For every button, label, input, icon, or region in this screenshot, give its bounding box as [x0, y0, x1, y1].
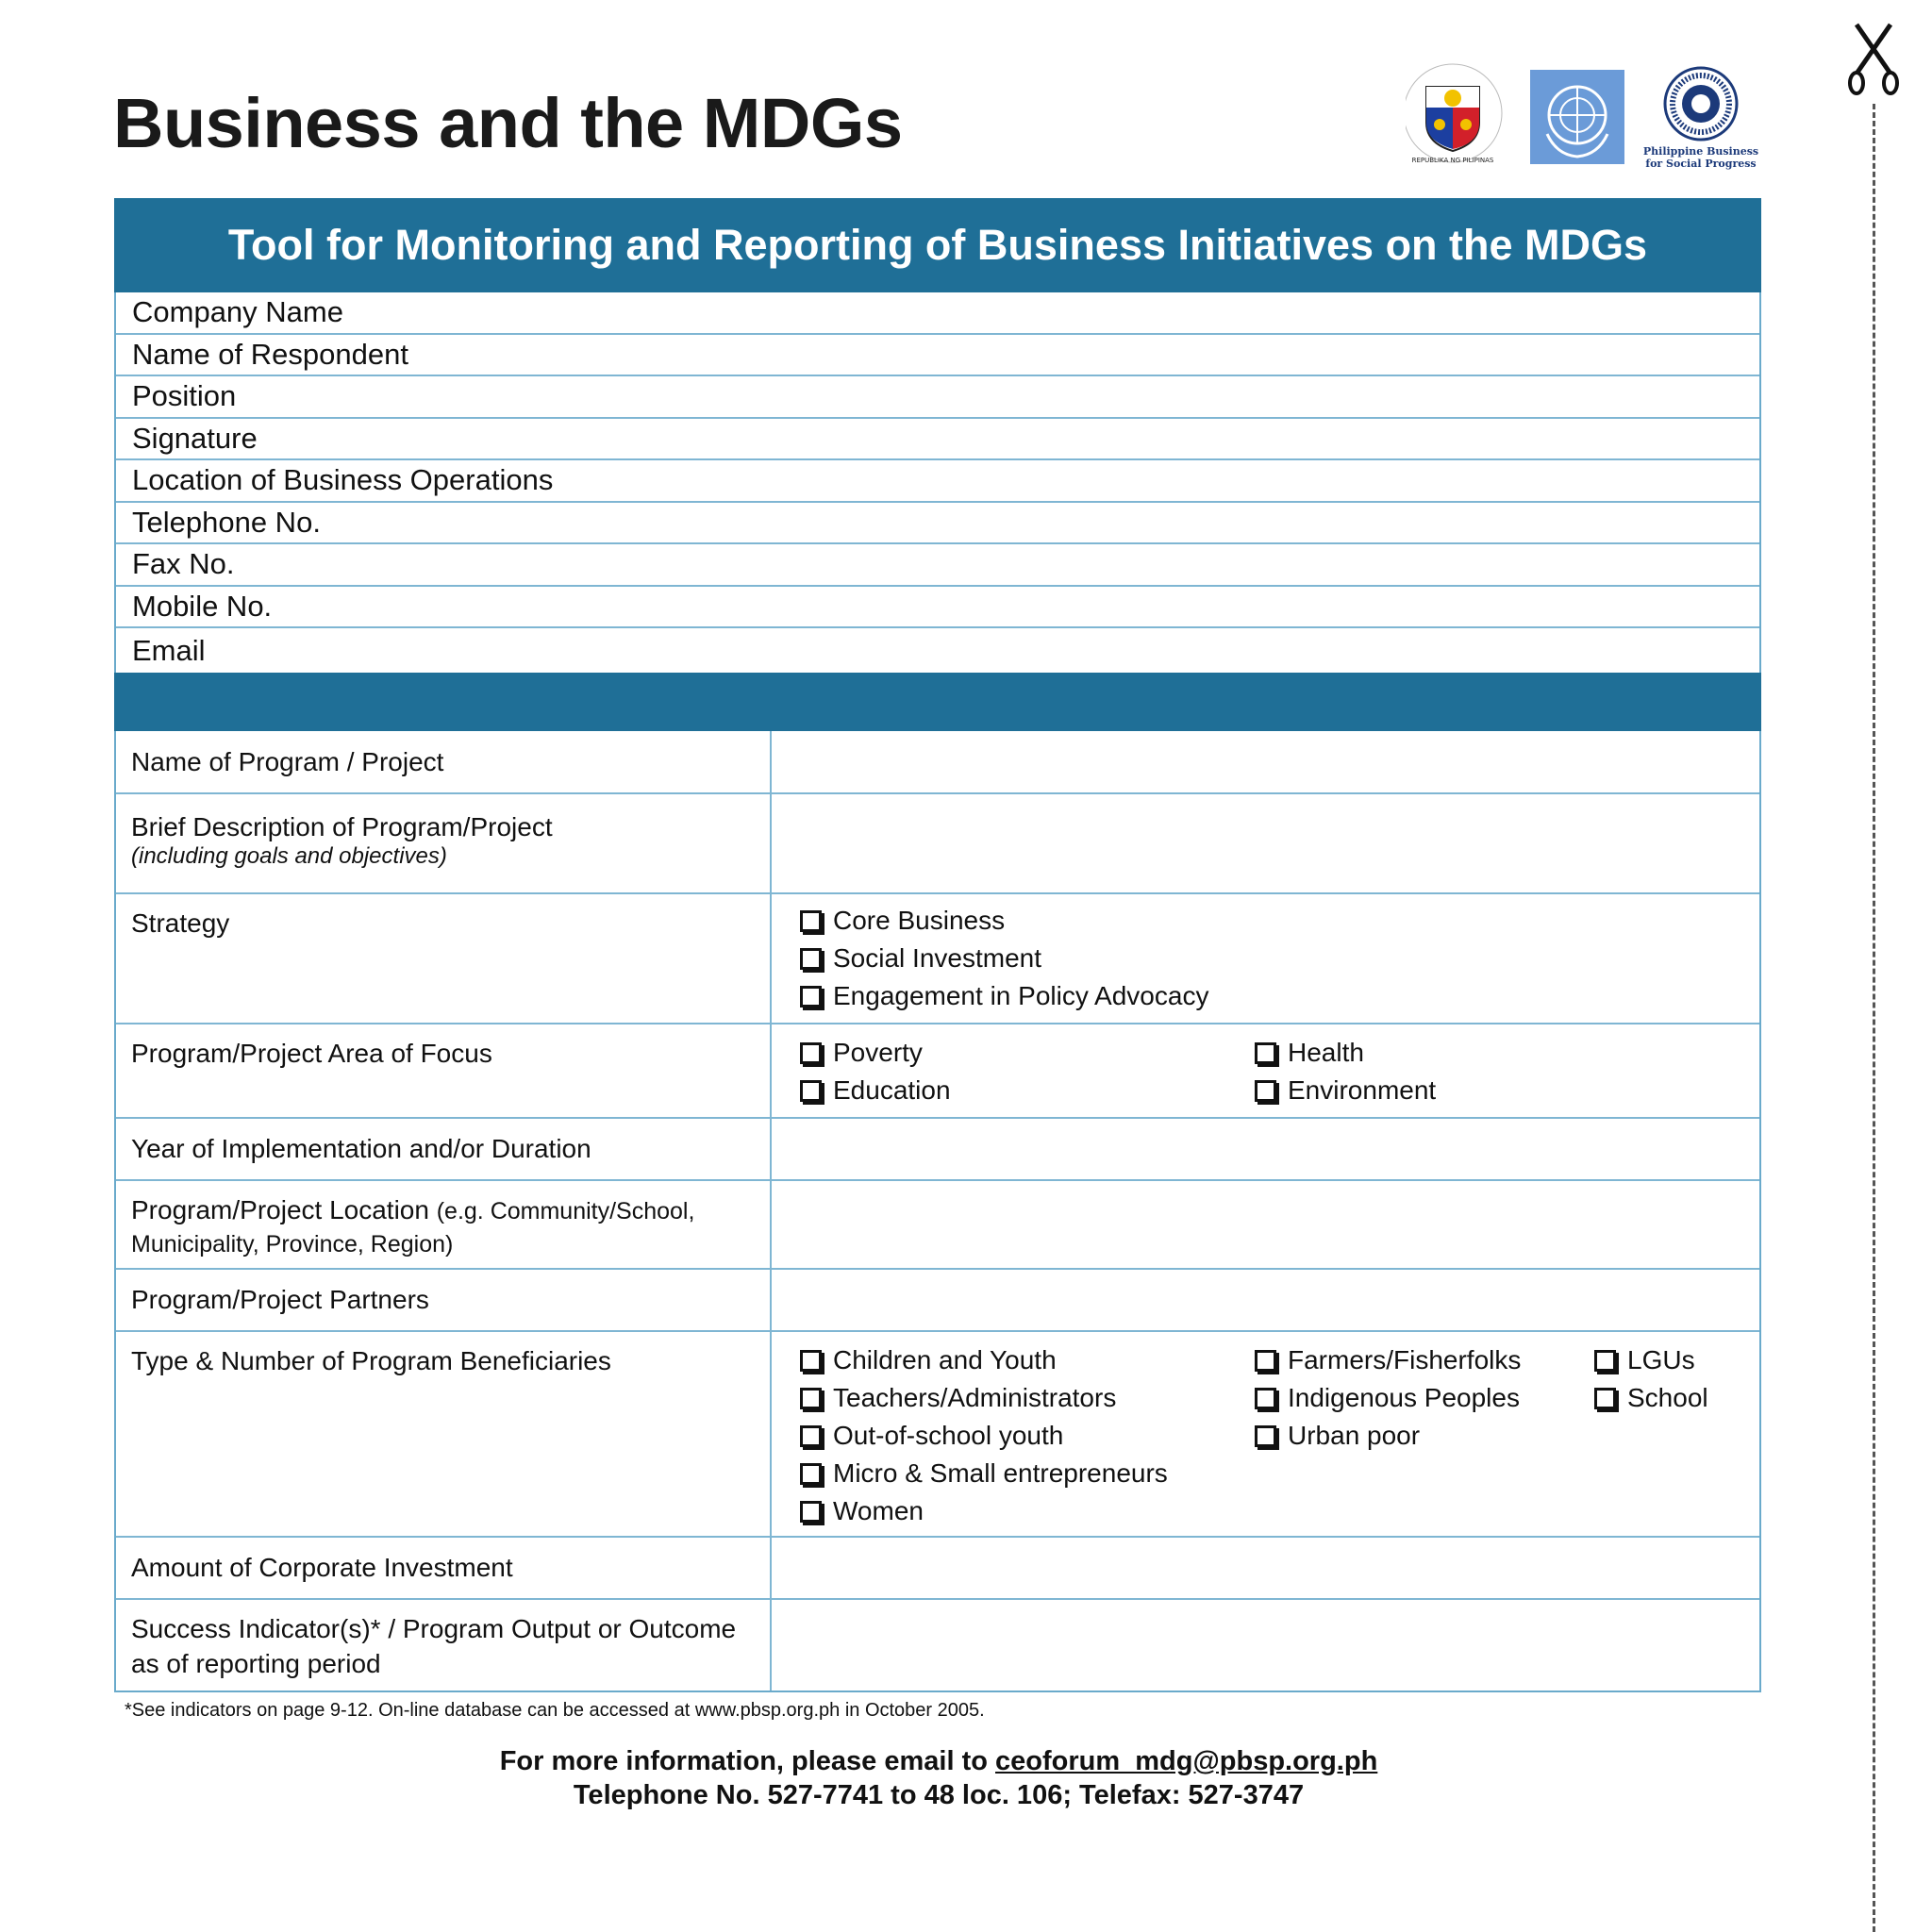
row-strategy [116, 892, 1759, 1023]
checkbox-icon [1255, 1042, 1276, 1064]
checkbox-icon [800, 910, 822, 932]
location-label: Program/Project Location (e.g. Community/School, Municipality, Province, Region) [116, 1181, 772, 1268]
success-label: Success Indicator(s)* / Program Output or Outcome as of reporting period [116, 1600, 772, 1690]
location-field[interactable] [772, 1181, 1759, 1268]
checkbox-lgus[interactable]: LGUs [1594, 1341, 1708, 1379]
phone-info: Telephone No. 527-7741 to 48 loc. 106; Telefax: 527-3747 [573, 1780, 1305, 1810]
checkbox-health[interactable]: Health [1255, 1034, 1436, 1072]
row-investment [116, 1536, 1759, 1598]
checkbox-icon [800, 1388, 822, 1409]
checkbox-icon [800, 1350, 822, 1372]
checkbox-social-investment[interactable]: Social Investment [800, 940, 1759, 977]
field-signature[interactable]: Signature [116, 419, 1759, 461]
description-field[interactable] [772, 794, 1759, 892]
checkbox-icon [800, 1042, 822, 1064]
section-divider-band [114, 673, 1761, 731]
checkbox-school[interactable]: School [1594, 1379, 1708, 1417]
svg-text:REPUBLIKA NG PILIPINAS: REPUBLIKA NG PILIPINAS [1411, 157, 1494, 164]
checkbox-icon [1255, 1388, 1276, 1409]
beneficiaries-label: Type & Number of Program Beneficiaries [116, 1332, 772, 1536]
pbsp-logo [1643, 68, 1758, 170]
scissors-icon [1847, 21, 1900, 96]
field-location[interactable]: Location of Business Operations [116, 460, 1759, 503]
email-link[interactable]: ceoforum_mdg@pbsp.org.ph [995, 1746, 1378, 1776]
info-prefix: For more information, please email to [499, 1746, 996, 1776]
checkbox-entrepreneurs[interactable]: Micro & Small entrepreneurs [800, 1455, 1168, 1492]
field-company-name[interactable]: Company Name [116, 292, 1759, 335]
description-label: Brief Description of Program/Project (including goals and objectives) [116, 794, 772, 892]
focus-label: Program/Project Area of Focus [116, 1024, 772, 1117]
checkbox-icon [800, 1425, 822, 1447]
description-sublabel: (including goals and objectives) [131, 843, 447, 869]
field-telephone[interactable]: Telephone No. [116, 503, 1759, 545]
footnote: *See indicators on page 9-12. On-line database can be accessed at www.pbsp.org.ph in October 2005. [125, 1700, 985, 1721]
checkbox-icon [800, 1080, 822, 1102]
checkbox-icon [1594, 1388, 1616, 1409]
investment-field[interactable] [772, 1538, 1759, 1598]
focus-options [772, 1024, 1759, 1117]
success-field[interactable] [772, 1600, 1759, 1690]
beneficiaries-options [772, 1332, 1759, 1536]
field-position[interactable]: Position [116, 376, 1759, 419]
checkbox-icon [800, 948, 822, 970]
contact-section [114, 292, 1761, 673]
partners-field[interactable] [772, 1270, 1759, 1330]
checkbox-core-business[interactable]: Core Business [800, 902, 1759, 940]
checkbox-policy-advocacy[interactable]: Engagement in Policy Advocacy [800, 977, 1759, 1015]
checkbox-icon [1255, 1080, 1276, 1102]
checkbox-icon [1255, 1350, 1276, 1372]
philippine-seal-logo [1406, 64, 1502, 164]
checkbox-poverty[interactable]: Poverty [800, 1034, 951, 1072]
checkbox-icon [800, 986, 822, 1008]
field-respondent-name[interactable]: Name of Respondent [116, 335, 1759, 377]
svg-text:Philippine Business: Philippine Business [1642, 145, 1759, 158]
checkbox-icon [800, 1463, 822, 1485]
checkbox-teachers[interactable]: Teachers/Administrators [800, 1379, 1168, 1417]
strategy-options [772, 894, 1759, 1023]
row-description [116, 792, 1759, 892]
partners-label: Program/Project Partners [116, 1270, 772, 1330]
program-name-field[interactable] [772, 731, 1759, 792]
row-beneficiaries [116, 1330, 1759, 1536]
checkbox-out-of-school-youth[interactable]: Out-of-school youth [800, 1417, 1168, 1455]
svg-text:for Social Progress: for Social Progress [1645, 158, 1757, 170]
cut-line [1873, 104, 1875, 1932]
form-title: Tool for Monitoring and Reporting of Business Initiatives on the MDGs [227, 221, 1648, 269]
row-location [116, 1179, 1759, 1268]
investment-label: Amount of Corporate Investment [116, 1538, 772, 1598]
program-table [114, 731, 1761, 1692]
strategy-label: Strategy [116, 894, 772, 1023]
un-logo [1530, 70, 1624, 164]
row-success-indicators [116, 1598, 1759, 1690]
field-mobile[interactable]: Mobile No. [116, 587, 1759, 629]
report-form [114, 198, 1761, 1692]
checkbox-icon [1255, 1425, 1276, 1447]
partner-logos [1406, 58, 1759, 176]
field-fax[interactable]: Fax No. [116, 544, 1759, 587]
row-year [116, 1117, 1759, 1179]
form-banner [114, 198, 1761, 292]
row-partners [116, 1268, 1759, 1330]
checkbox-environment[interactable]: Environment [1255, 1072, 1436, 1109]
field-email[interactable]: Email [132, 633, 206, 667]
year-label: Year of Implementation and/or Duration [116, 1119, 772, 1179]
page-title: Business and the MDGs [113, 84, 903, 162]
program-name-label: Name of Program / Project [116, 731, 772, 792]
checkbox-icon [800, 1501, 822, 1523]
row-program-name [116, 731, 1759, 792]
row-area-of-focus [116, 1023, 1759, 1117]
checkbox-indigenous[interactable]: Indigenous Peoples [1255, 1379, 1521, 1417]
checkbox-education[interactable]: Education [800, 1072, 951, 1109]
contact-info [0, 1744, 1877, 1812]
checkbox-women[interactable]: Women [800, 1492, 1168, 1530]
checkbox-farmers[interactable]: Farmers/Fisherfolks [1255, 1341, 1521, 1379]
checkbox-urban-poor[interactable]: Urban poor [1255, 1417, 1521, 1455]
checkbox-children-youth[interactable]: Children and Youth [800, 1341, 1168, 1379]
year-field[interactable] [772, 1119, 1759, 1179]
checkbox-icon [1594, 1350, 1616, 1372]
